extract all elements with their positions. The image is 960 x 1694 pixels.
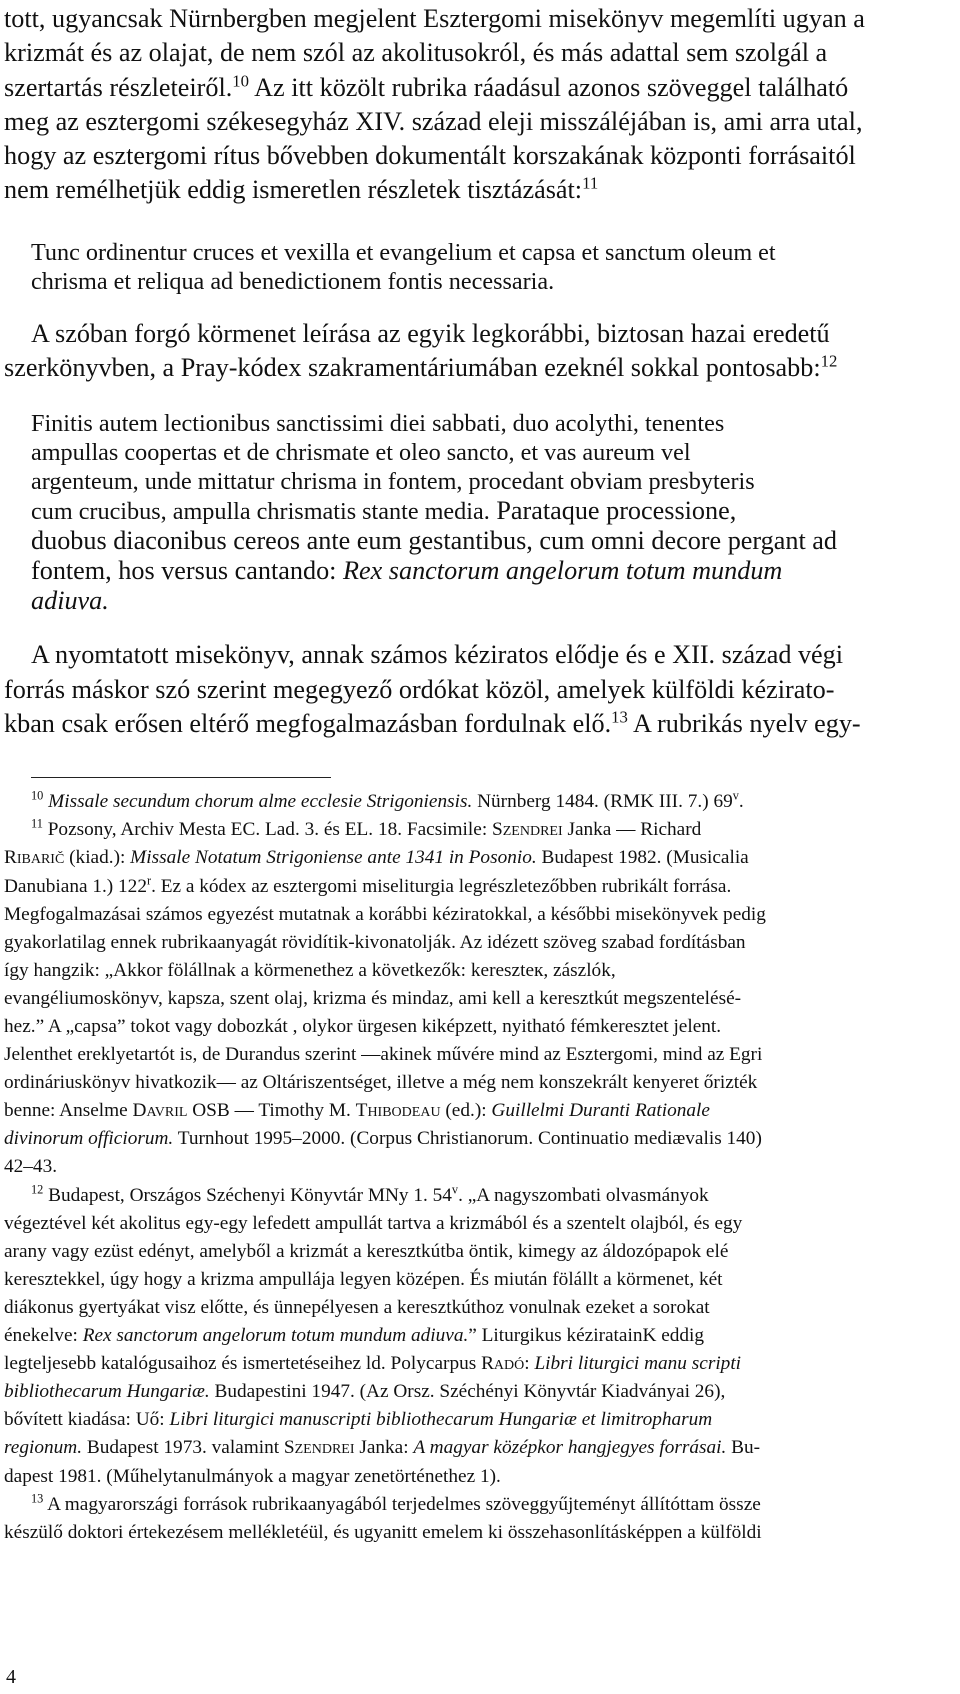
footnote-number: 12 xyxy=(31,1182,44,1197)
text-line: hogy az esztergomi rítus bővebben dokumentált korszakának központi forrásaitól xyxy=(4,141,856,171)
footnote-number: 10 xyxy=(31,788,44,803)
text-line: krizmát és az olajat, de nem szól az akolitusokról, és más adattal sem szolgál a xyxy=(4,38,828,68)
text-line: A nyomtatott misekönyv, annak számos kéziratos elődje és e XII. század végi xyxy=(31,640,844,670)
text-line: tott, ugyancsak Nürnbergben megjelent Esztergomi misekönyv megemlíti ugyan a xyxy=(4,4,865,33)
footnote-ref-10[interactable]: 10 xyxy=(232,70,250,90)
quote-line: argenteum, unde mittatur chrisma in fontem, procedant obviam presbyteris xyxy=(31,468,755,496)
main-text xyxy=(4,0,926,208)
footnotes xyxy=(4,788,926,1547)
quote-line: ampullas coopertas et de chrismate et oleo sancto, et vas aureum vel xyxy=(31,439,691,467)
text-line: szertartás részleteiről. xyxy=(4,72,233,102)
block-quote-1 xyxy=(31,238,926,296)
paragraph-1 xyxy=(4,2,926,208)
page-number: 4 xyxy=(6,1666,16,1688)
footnote-ref-13[interactable]: 13 xyxy=(611,707,628,727)
footnote-separator xyxy=(31,777,331,778)
text-line: nem remélhetjük eddig ismeretlen részletek tisztázását: xyxy=(4,175,583,205)
paragraph-2 xyxy=(4,317,926,386)
footnote-13: $^{13}$ A magyarországi források rubrikaanyagából terjedelmes szöveggyűjteményt állítóttam össze készülő doktori értekezésem mellékletéül, és ugyanitt emelem ki összehasonlításképpen a külföldi xyxy=(4,1491,762,1543)
footnote-ref-11[interactable]: 11 xyxy=(582,173,599,193)
text-line: kban csak erősen eltérő megfogalmazásban fordulnak elő. xyxy=(4,708,612,738)
text-line: meg az esztergomi székesegyház XIV. század eleji misszáléjában is, ami arra utal, xyxy=(4,106,863,136)
text-line: Az itt közölt rubrika ráadásul azonos szöveggel található xyxy=(249,72,849,102)
footnote-12: $^{12}$ Budapest, Országos Széchenyi Könyvtár MNy 1. 54$^v$. „A nagyszombati olvasmányok végeztével két akolitus egy-egy lefedett ampullát tartva a krizmából és a szentelt olajból, és egy arany vagy ezüst edényt, amelyből a krizmát a keresztkútba öntik, kimegy az áldozópapok elé keresztekkel, úgy hogy a krizma ampullája legyen középen. És miután fölállt a körmenet, két diákonus gyertyákat visz előtte, és ünnepélyesen a keresztkúthoz vonulnak ezeket a sorokat énekelve: Rex sanctorum angelorum totum mundum adiuva.” Liturgikus kéziratainK eddig legteljesebb katalógusaihoz és ismertetéseihez ld. Polycarpus Radó: Libri liturgici manu scripti bibliothecarum Hungariæ. Budapestini 1947. (Az Orsz. Széchényi Könyvtár Kiadványai 26), bővített kiadása: Uő: Libri liturgici manuscripti bibliothecarum Hungariæ et limitropharum regionum. Budapest 1973. valamint Szendrei Janka: A magyar középkor hangjegyes forrásai. Bu- dapest 1981. (Műhelytanulmányok a magyar zenetörténethez 1). xyxy=(4,1182,761,1487)
quote-italic: adiuva. xyxy=(31,586,109,616)
footnote-number: 11 xyxy=(31,816,43,831)
footnote-10: $^{10}$ Missale secundum chorum alme ecclesie Strigoniensis. Nürnberg 1484. (RMK III. 7.) 69$^v$. xyxy=(31,788,744,813)
footnote-ref-12[interactable]: 12 xyxy=(820,351,838,371)
document-page xyxy=(4,0,926,1547)
text-line: szerkönyvben, a Pray-kódex szakramentáriumában ezeknél sokkal pontosabb: xyxy=(4,353,821,383)
footnote-11: $^{11}$ Pozsony, Archiv Mesta EC. Lad. 3. és EL. 18. Facsimile: Szendrei Janka — Richard Ribarič (kiad.): Missale Notatum Strigoniense ante 1341 in Posonio. Budapest 1982. (Musicalia Danubiana 1.) 122$^r$. Ez a kódex az esztergomi miseliturgia legrészletezőbben rubrikált forrása. Megfogalmazásai számos egyezést mutatnak a korábbi kéziratokkal, a későbbi misekönyvek pedig gyakorlatilag ennek rubrikaanyagát rövidítik-kivonatolják. Az idézett szöveg szabad fordításban így hangzik: „Akkor fölállnak a körmenethez a következők: kereszteк, zászlók, evangéliumoskönyv, kapsza, szent olaj, krizma és mindaz, ami kell a keresztkút megszentelésé- hez.” A „capsa” tokot vagy dobozkát , olykor ürgesen kiképzett, nyitható fémkeresztet jelent. Jelenthet ereklyetartót is, de Durandus szerint —akinek művére mind az Esztergomi, mind az Egri ordináriuskönyv hivatkozik— az Oltáriszentséget, illetve a még nem konszekrált kenyeret őrizték benne: Anselme Davril OSB — Timothy M. Thibodeau (ed.): Guillelmi Duranti Rationale divinorum officiorum. Turnhout 1995–2000. (Corpus Christianorum. Continuatio mediævalis 140) 42–43. xyxy=(4,816,766,1178)
footnote-number: 13 xyxy=(31,1491,44,1506)
quote-line: fontem, hos versus cantando: xyxy=(31,556,343,586)
quote-line: chrisma et reliqua ad benedictionem fontis necessaria. xyxy=(31,267,555,295)
quote-line: Tunc ordinentur cruces et vexilla et evangelium et capsa et sanctum oleum et xyxy=(31,238,776,266)
text-line: forrás máskor szó szerint megegyező ordókat közöl, amelyek külföldi kézirato- xyxy=(4,674,835,704)
block-quote-2 xyxy=(31,409,926,616)
quote-line: cum crucibus, ampulla chrismatis stante media. xyxy=(31,498,490,526)
text-line: A rubrikás nyelv egy- xyxy=(627,708,861,738)
quote-italic: Rex sanctorum angelorum totum mundum xyxy=(343,556,783,586)
quote-line: Parataque processione, xyxy=(489,496,737,526)
quote-line: duobus diaconibus cereos ante eum gestantibus, cum omni decore pergant ad xyxy=(31,526,838,556)
text-line: A szóban forgó körmenet leírása az egyik legkorábbi, biztosan hazai eredetű xyxy=(31,318,830,348)
quote-line: Finitis autem lectionibus sanctissimi diei sabbati, duo acolythi, tenentes xyxy=(31,410,725,438)
paragraph-3 xyxy=(4,638,926,741)
